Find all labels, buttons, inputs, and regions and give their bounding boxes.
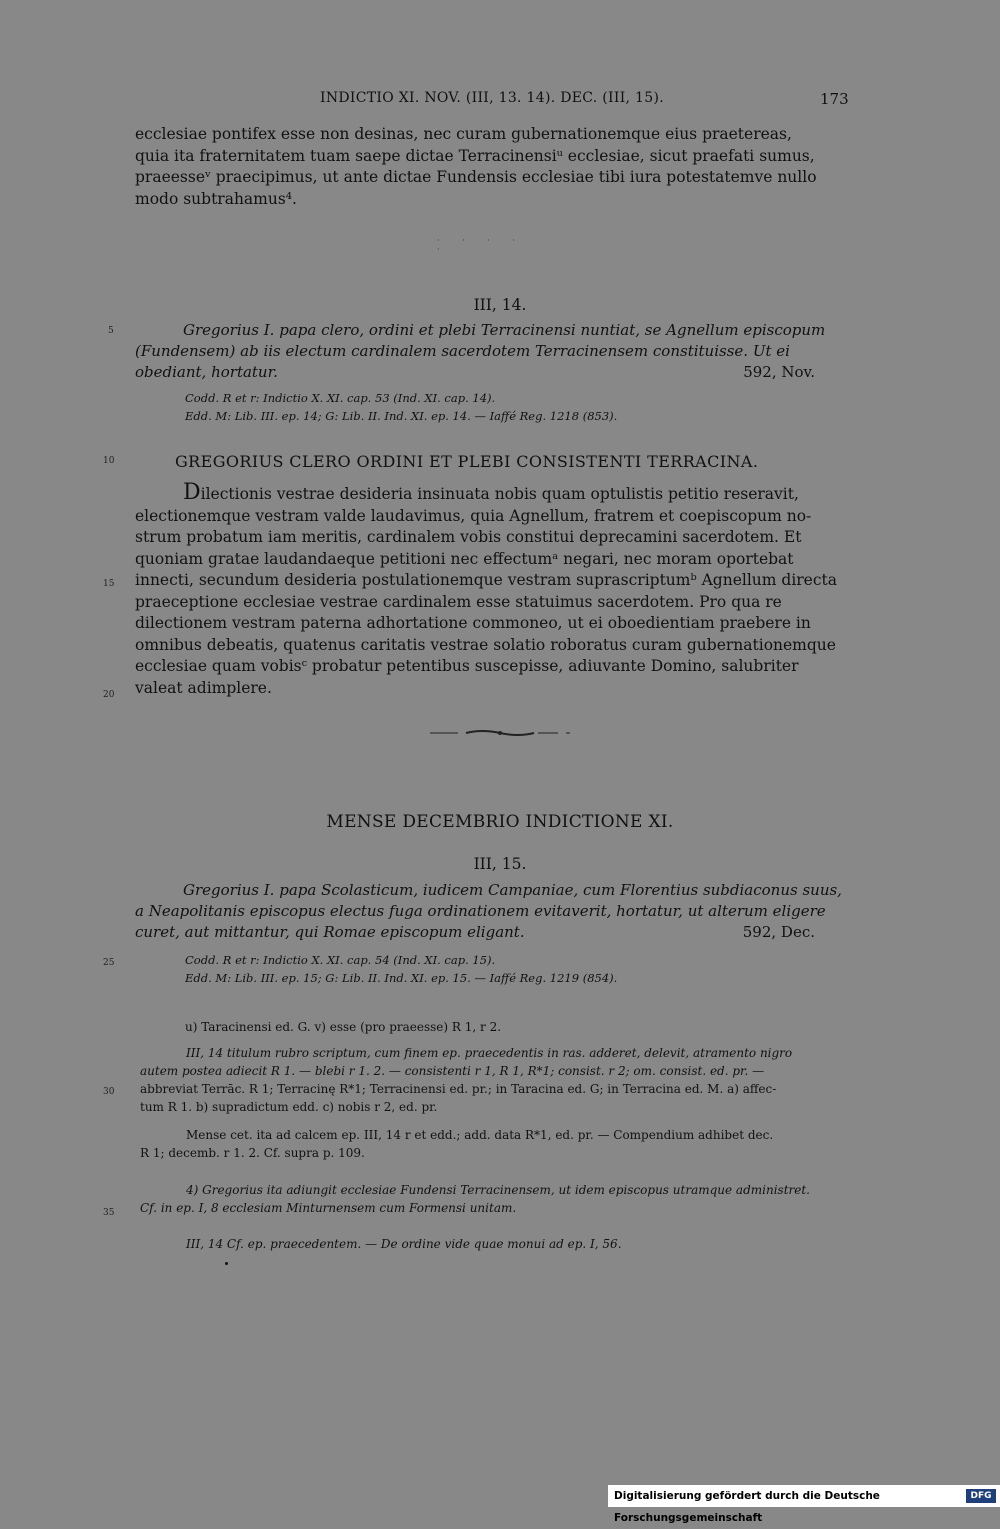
- dfg-logo: DFG: [966, 1489, 996, 1503]
- text-line: praeceptione ecclesiae vestrae cardinalem esse statuimus sacerdotem. Pro qua re: [135, 592, 782, 611]
- codices-line: Codd. R et r: Indictio X. XI. cap. 54 (Ind. XI. cap. 15).: [185, 953, 496, 967]
- summary-line: obediant, hortatur.: [135, 363, 278, 381]
- stray-dot: [225, 1262, 228, 1265]
- digitization-footer: [608, 1485, 1000, 1524]
- text-line: electionemque vestram valde laudavimus, quia Agnellum, fratrem et coepiscopum no-: [135, 506, 812, 525]
- separator-dots: · · · · ·: [437, 236, 525, 254]
- footnote-line: III, 14 titulum rubro scriptum, cum finem ep. praecedentis in ras. adderet, delevit, atramento nigro: [186, 1046, 793, 1060]
- text-line: praeesseᵛ praecipimus, ut ante dictae Fundensis ecclesiae tibi iura potestatemve nullo: [135, 168, 817, 186]
- letter-body: [135, 480, 853, 699]
- footnote-line: abbreviat Terrāc. R 1; Terracinę R*1; Terracinensi ed. pr.; in Taracina ed. G; in Terracina ed. M. a) affec-: [140, 1082, 777, 1096]
- text-line: valeat adimplere.: [135, 678, 272, 697]
- text-line: quia ita fraternitatem tuam saepe dictae Terracinensiᵘ ecclesiae, sicut praefati sumus,: [135, 146, 815, 165]
- line-number: 25: [103, 958, 115, 968]
- footnote-apparatus: [140, 1044, 854, 1116]
- text-line: ecclesiae quam vobisᶜ probatur petentibus suscepisse, adiuvante Domino, salubriter: [135, 657, 799, 675]
- line-number: 35: [103, 1208, 115, 1218]
- text-line: quoniam gratae laudandaeque petitioni nec effectumᵃ negari, nec moram oportebat: [135, 549, 794, 568]
- letter-title: GREGORIUS CLERO ORDINI ET PLEBI CONSISTENTI TERRACINA.: [175, 452, 759, 471]
- line-number: 30: [103, 1087, 115, 1097]
- footnote-line: Mense cet. ita ad calcem ep. III, 14 r et edd.; add. data R*1, ed. pr. — Compendium adhibet dec.: [186, 1128, 774, 1142]
- footnote-variants: u) Taracinensi ed. G. v) esse (pro praeesse) R 1, r 2.: [185, 1020, 502, 1034]
- text-line: innecti, secundum desideria postulationemque vestram suprascriptumᵇ Agnellum directa: [135, 571, 838, 589]
- editions-line: Edd. M: Lib. III. ep. 15; G: Lib. II. Ind. XI. ep. 15. — Iaffé Reg. 1219 (854).: [185, 971, 618, 985]
- footnote-reference: III, 14 Cf. ep. praecedentem. — De ordine vide quae monui ad ep. I, 56.: [186, 1237, 622, 1251]
- line-number: 20: [103, 690, 115, 700]
- text-line: omnibus debeatis, quatenus caritatis vestrae solatio roboratus curam gubernationemque: [135, 635, 836, 654]
- letter-date: 592, Nov.: [743, 363, 815, 381]
- line-number: 5: [108, 326, 114, 336]
- codices-line: Codd. R et r: Indictio X. XI. cap. 53 (Ind. XI. cap. 14).: [185, 391, 496, 405]
- footnote-line: tum R 1. b) supradictum edd. c) nobis r 2, ed. pr.: [140, 1100, 438, 1114]
- footnote-line: R 1; decemb. r 1. 2. Cf. supra p. 109.: [140, 1146, 365, 1160]
- page-number: 173: [820, 90, 849, 108]
- summary-line: Gregorius I. papa clero, ordini et plebi Terracinensi nuntiat, se Agnellum episcopum: [183, 321, 826, 339]
- footer-text: Digitalisierung gefördert durch die Deutsche Forschungsgemeinschaft: [614, 1490, 880, 1524]
- drop-cap: D: [183, 480, 201, 505]
- footnote-commentary: [140, 1181, 854, 1217]
- top-paragraph: [135, 124, 853, 210]
- letter-number: III, 14.: [473, 296, 527, 314]
- running-title: INDICTIO XI. NOV. (III, 13. 14). DEC. (III, 15).: [320, 90, 664, 106]
- letter-summary: [135, 320, 853, 383]
- summary-line: a Neapolitanis episcopus electus fuga ordinationem evitaverit, hortatur, ut alterum eligere: [135, 902, 826, 920]
- line-number: 15: [103, 579, 115, 589]
- letter-date: 592, Dec.: [742, 923, 815, 941]
- footnote-line: autem postea adiecit R 1. — blebi r 1. 2. — consistenti r 1, R 1, R*1; consist. r 2; om. consist. ed. pr. —: [140, 1064, 765, 1078]
- summary-line: curet, aut mittantur, qui Romae episcopum eligant.: [135, 923, 525, 941]
- editions-line: Edd. M: Lib. III. ep. 14; G: Lib. II. Ind. XI. ep. 14. — Iaffé Reg. 1218 (853).: [185, 409, 618, 423]
- ornament-divider: [430, 728, 570, 738]
- footnote-line: Cf. in ep. I, 8 ecclesiam Minturnensem cum Formensi unitam.: [140, 1201, 517, 1215]
- text-line: ecclesiae pontifex esse non desinas, nec curam gubernationemque eius praetereas,: [135, 125, 792, 143]
- letter-summary: [135, 880, 853, 943]
- summary-line: Gregorius I. papa Scolasticum, iudicem Campaniae, cum Florentius subdiaconus suus,: [183, 881, 842, 899]
- letter-number: III, 15.: [473, 855, 527, 873]
- footnote-mense: [140, 1126, 854, 1162]
- month-heading: MENSE DECEMBRIO INDICTIONE XI.: [326, 812, 674, 832]
- text-line: modo subtrahamus⁴.: [135, 189, 297, 208]
- text-line: strum probatum iam meritis, cardinalem vobis constitui deprecamini sacerdotem. Et: [135, 528, 802, 546]
- text-line: ilectionis vestrae desideria insinuata nobis quam optulistis petitio reseravit,: [200, 485, 799, 503]
- text-line: dilectionem vestram paterna adhortatione commoneo, ut ei oboedientiam praebere in: [135, 614, 811, 632]
- summary-line: (Fundensem) ab iis electum cardinalem sacerdotem Terracinensem constituisse. Ut ei: [135, 342, 790, 360]
- line-number: 10: [103, 456, 115, 466]
- footnote-line: 4) Gregorius ita adiungit ecclesiae Fundensi Terracinensem, ut idem episcopus utramque administret.: [186, 1183, 810, 1197]
